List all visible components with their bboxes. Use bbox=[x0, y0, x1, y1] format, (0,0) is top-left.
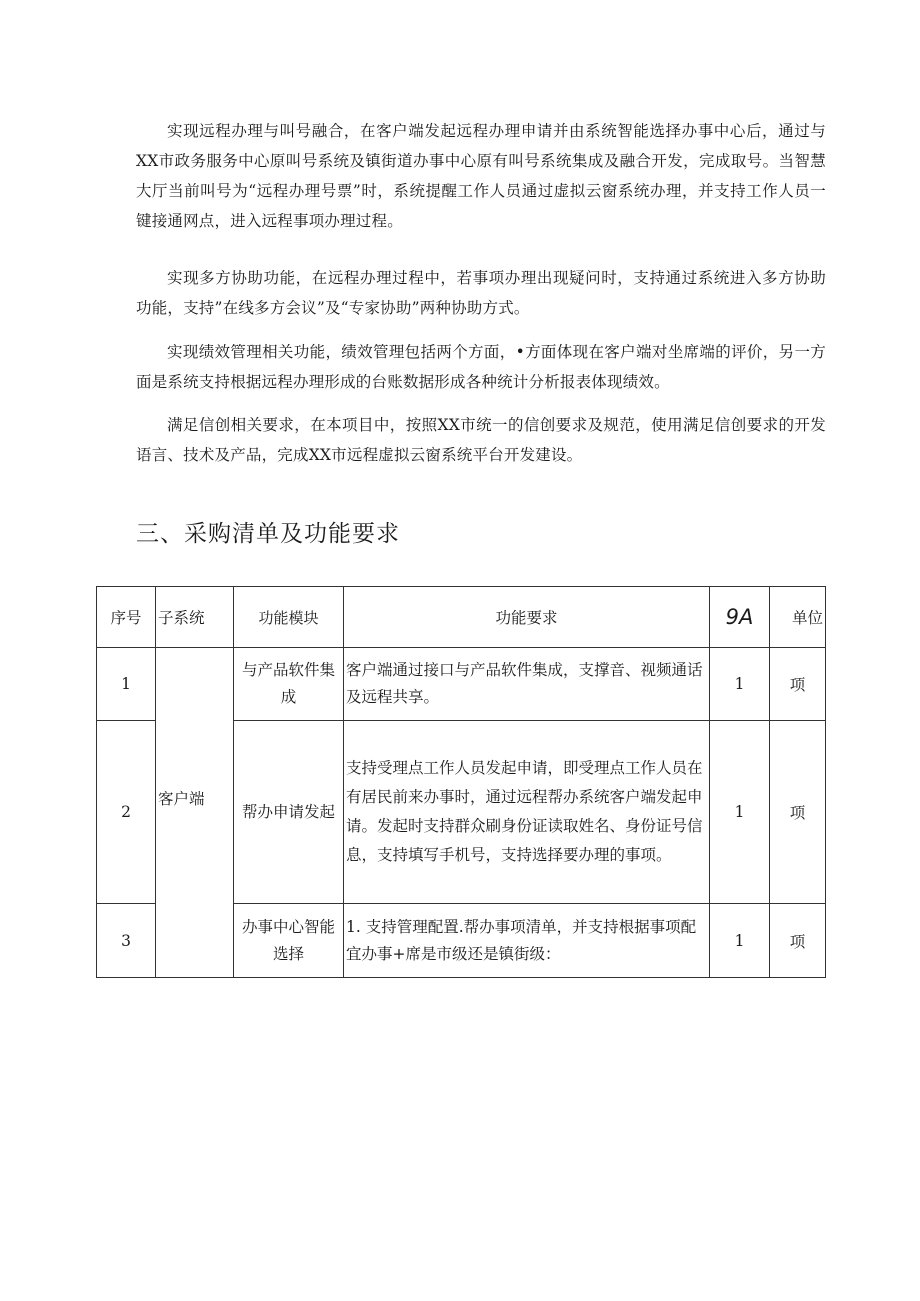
row-index: 2 bbox=[97, 721, 156, 904]
row-module: 与产品软件集成 bbox=[234, 648, 344, 721]
subsystem-cell: 客户端 bbox=[156, 648, 234, 978]
row-quantity: 1 bbox=[710, 648, 770, 721]
header-index: 序号 bbox=[97, 587, 156, 648]
paragraph-multi-party-assist: 实现多方协助功能，在远程办理过程中，若事项办理出现疑问时，支持通过系统进入多方协助功能，支持”在线多方会议”及“专家协助”两种协助方式。 bbox=[136, 269, 826, 317]
row-unit: 项 bbox=[770, 721, 826, 904]
row-unit: 项 bbox=[770, 648, 826, 721]
header-requirement: 功能要求 bbox=[344, 587, 710, 648]
row-quantity: 1 bbox=[710, 904, 770, 978]
procurement-table bbox=[96, 586, 826, 978]
paragraph-remote-call-integration: 实现远程办理与叫号融合，在客户端发起远程办理申请并由系统智能选择办事中心后，通过与XX市政务服务中心原叫号系统及镇街道办事中心原有叫号系统集成及融合开发，完成取号。当智慧大厅当前叫号为“远程办理号票”时，系统提醒工作人员通过虚拟云窗系统办理，并支持工作人员一键接通网点，进入远程事项办理过程。 bbox=[136, 122, 826, 230]
row-module: 办事中心智能选择 bbox=[234, 904, 344, 978]
row-index: 1 bbox=[97, 648, 156, 721]
paragraph-performance-management: 实现绩效管理相关功能，绩效管理包括两个方面，•方面体现在客户端对坐席端的评价，另一方面是系统支持根据远程办理形成的台账数据形成各种统计分析报表体现绩效。 bbox=[136, 343, 826, 391]
header-quantity: 9A bbox=[710, 587, 770, 648]
row-unit: 项 bbox=[770, 904, 826, 978]
header-module: 功能模块 bbox=[234, 587, 344, 648]
header-unit: 单位 bbox=[770, 587, 826, 648]
row-quantity: 1 bbox=[710, 721, 770, 904]
row-requirement: 客户端通过接口与产品软件集成，支撑音、视频通话及远程共享。 bbox=[344, 648, 710, 721]
paragraph-xinchuang-requirements: 满足信创相关要求，在本项目中，按照XX市统一的信创要求及规范，使用满足信创要求的开发语言、技术及产品，完成XX市远程虚拟云窗系统平台开发建设。 bbox=[136, 416, 826, 464]
section-heading: 三、采购清单及功能要求 bbox=[136, 521, 400, 547]
row-module: 帮办申请发起 bbox=[234, 721, 344, 904]
row-index: 3 bbox=[97, 904, 156, 978]
table-header-row bbox=[97, 587, 826, 648]
header-subsystem: 子系统 bbox=[156, 587, 234, 648]
row-requirement: 1. 支持管理配置.帮办事项清单，并支持根据事项配宜办事+席是市级还是镇街级： bbox=[344, 904, 710, 978]
row-requirement: 支持受理点工作人员发起申请，即受理点工作人员在有居民前来办事时，通过远程帮办系统客户端发起申请。发起时支持群众刷身份证读取姓名、身份证号信息，支持填写手机号，支持选择要办理的事项。 bbox=[344, 721, 710, 904]
table-row bbox=[97, 648, 826, 721]
